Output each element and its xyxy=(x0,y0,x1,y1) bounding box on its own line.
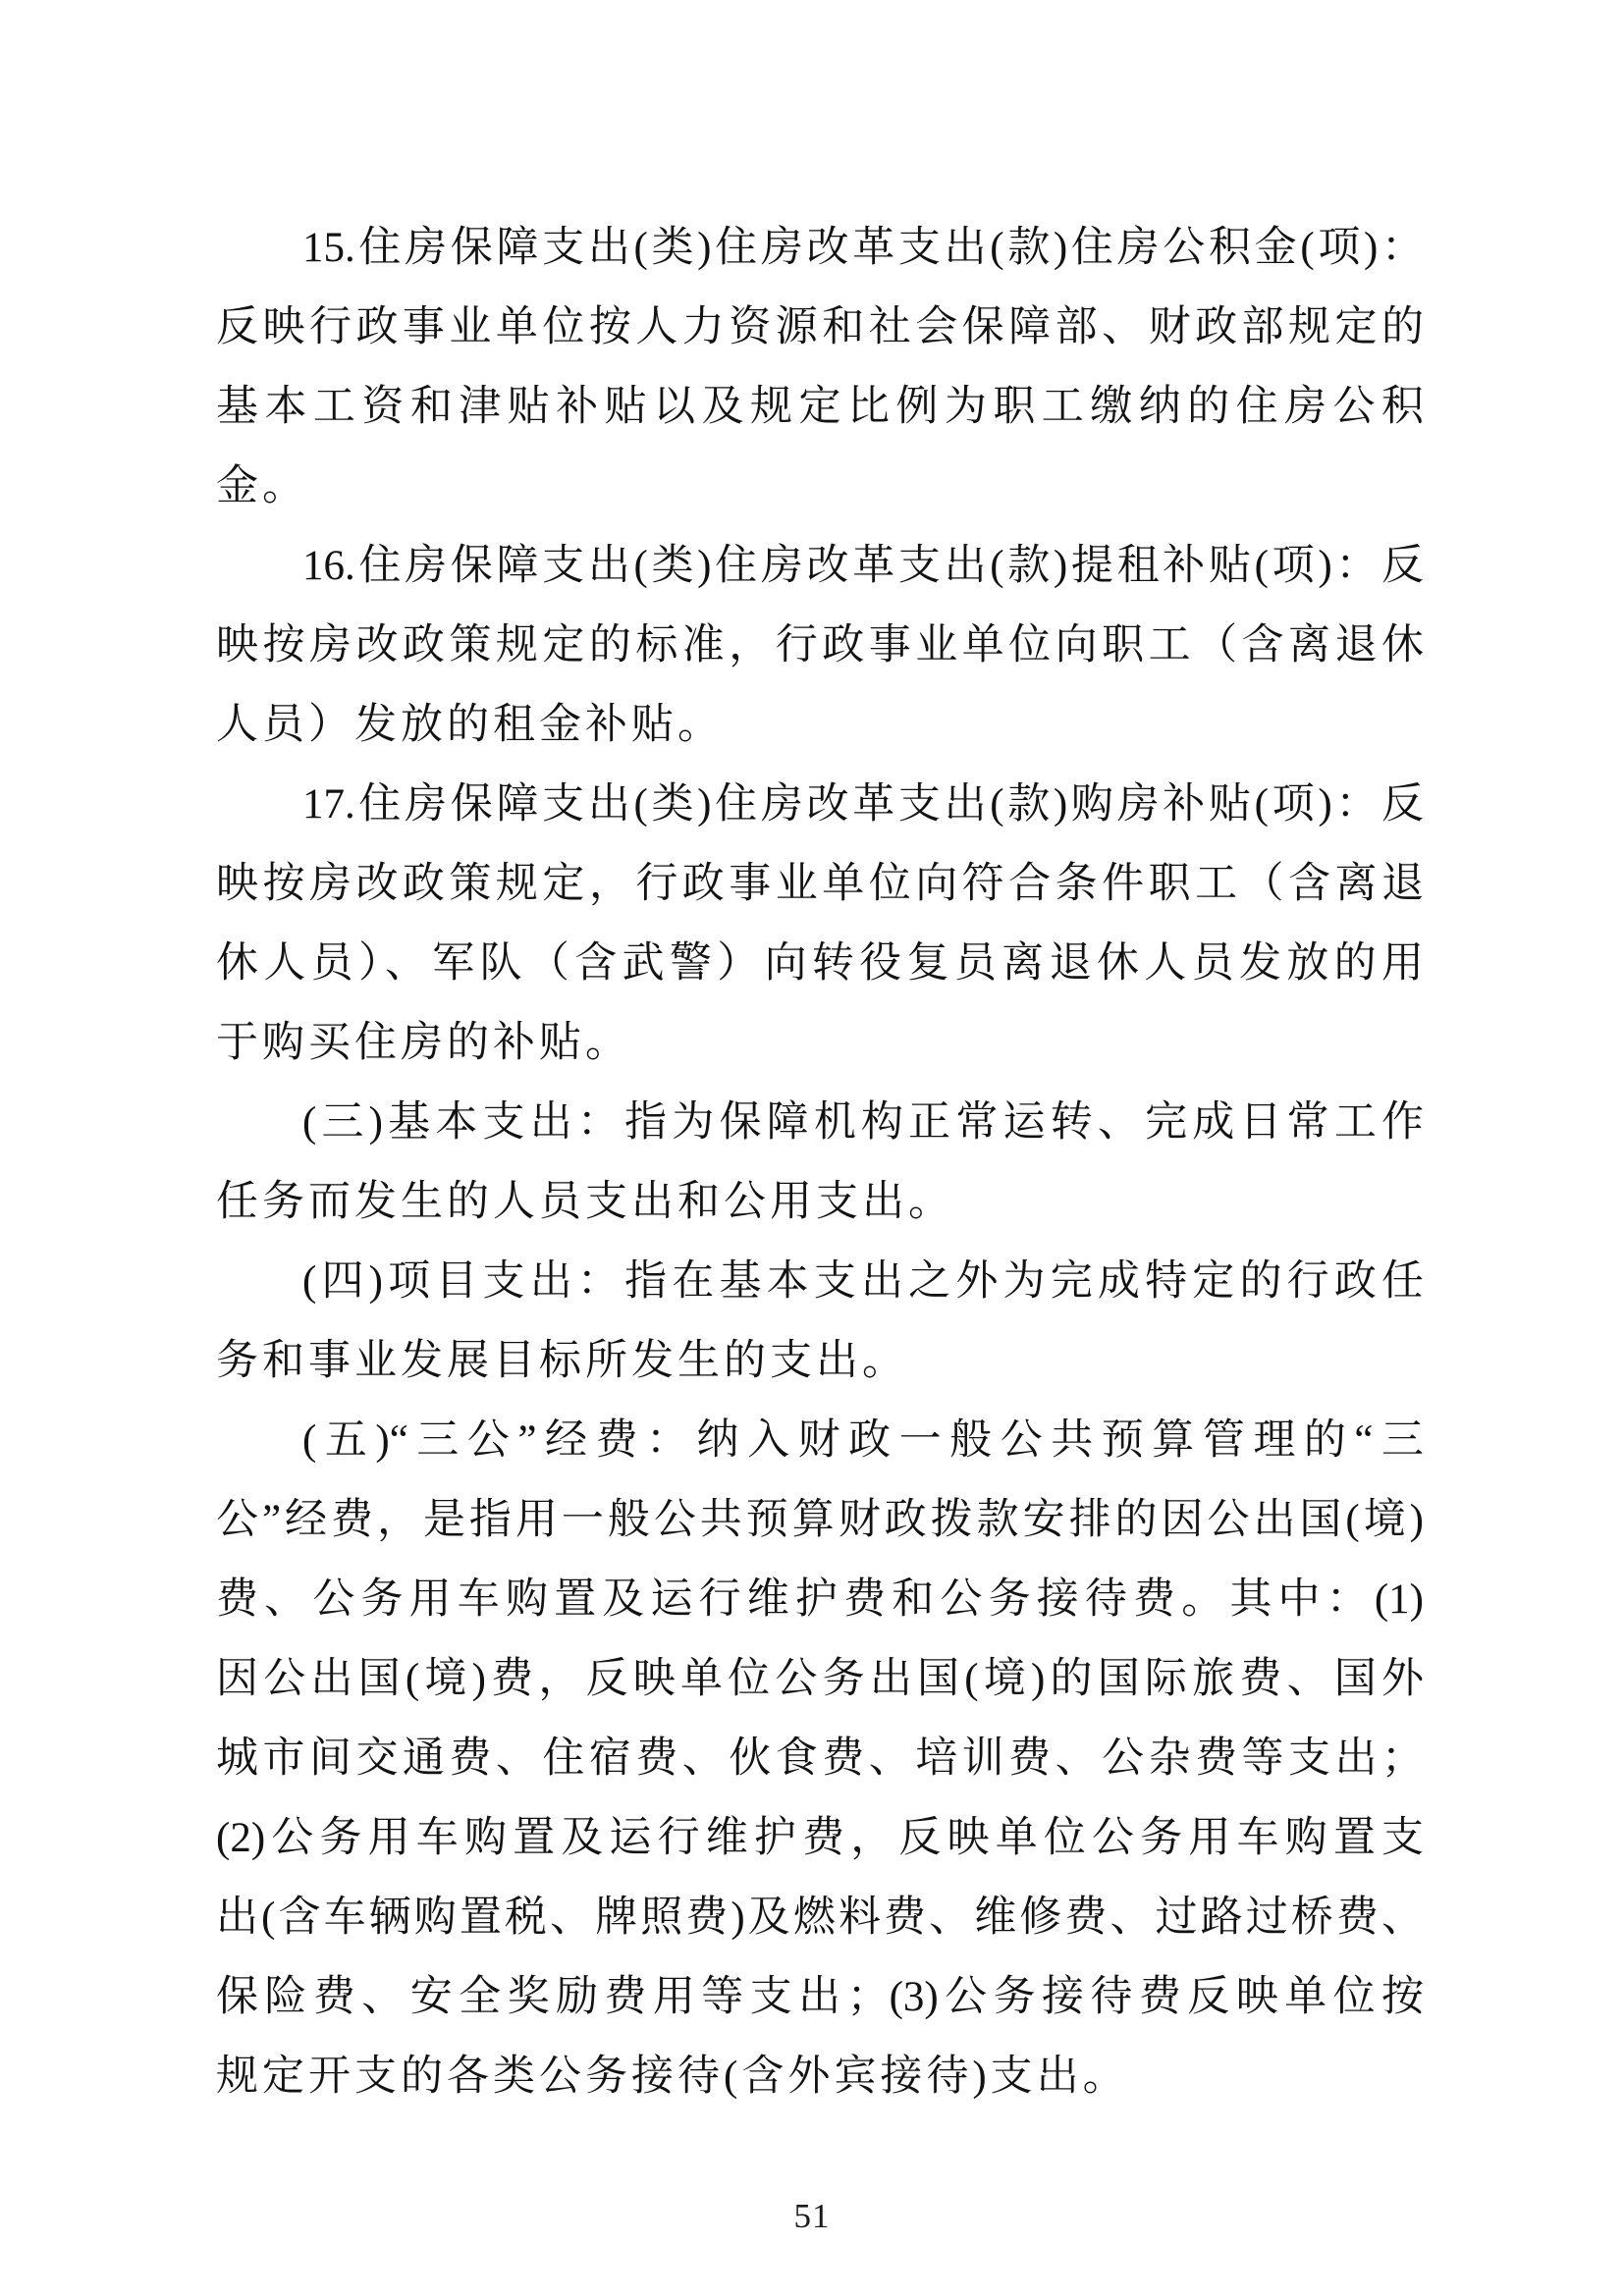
text-line-15: 务和事业发展目标所发生的支出。 xyxy=(216,1338,908,1384)
text-line-21: (2)公务用车购置及运行维护费，反映单位公务用车购置支 xyxy=(216,1815,1424,1861)
text-line-6: 映按房改政策规定的标准，行政事业单位向职工（含离退休 xyxy=(216,622,1424,668)
text-line-11: 于购买住房的补贴。 xyxy=(216,1020,631,1066)
text-line-19: 因公出国(境)费，反映单位公务出国(境)的国际旅费、国外 xyxy=(216,1656,1424,1702)
text-line-1: 15.住房保障支出(类)住房改革支出(款)住房公积金(项)： xyxy=(302,225,1424,271)
text-line-14: (四)项目支出：指在基本支出之外为完成特定的行政任 xyxy=(302,1258,1424,1305)
text-line-16: (五)“三公”经费：纳入财政一般公共预算管理的“三 xyxy=(302,1417,1424,1464)
text-line-5: 16.住房保障支出(类)住房改革支出(款)提租补贴(项)：反 xyxy=(302,543,1424,589)
text-line-18: 费、公务用车购置及运行维护费和公务接待费。其中：(1) xyxy=(216,1576,1424,1623)
page-footer xyxy=(0,2197,1624,2236)
text-line-9: 映按房改政策规定，行政事业单位向符合条件职工（含离退 xyxy=(216,861,1424,907)
text-line-10: 休人员）、军队（含武警）向转役复员离退休人员发放的用 xyxy=(216,940,1424,987)
text-line-12: (三)基本支出：指为保障机构正常运转、完成日常工作 xyxy=(302,1099,1424,1146)
text-line-2: 反映行政事业单位按人力资源和社会保障部、财政部规定的 xyxy=(216,304,1424,350)
text-line-17: 公”经费，是指用一般公共预算财政拨款安排的因公出国(境) xyxy=(216,1497,1424,1543)
text-line-20: 城市间交通费、住宿费、伙食费、培训费、公杂费等支出； xyxy=(216,1735,1424,1782)
text-line-4: 金。 xyxy=(216,463,308,509)
document-body-text xyxy=(216,208,1424,2116)
text-line-7: 人员）发放的租金补贴。 xyxy=(216,702,724,748)
text-line-22: 出(含车辆购置税、牌照费)及燃料费、维修费、过路过桥费、 xyxy=(216,1895,1424,1941)
page-number: 51 xyxy=(793,2197,831,2235)
text-line-13: 任务而发生的人员支出和公用支出。 xyxy=(216,1179,954,1225)
text-line-8: 17.住房保障支出(类)住房改革支出(款)购房补贴(项)：反 xyxy=(302,781,1424,828)
text-line-3: 基本工资和津贴补贴以及规定比例为职工缴纳的住房公积 xyxy=(216,384,1424,430)
text-line-24: 规定开支的各类公务接待(含外宾接待)支出。 xyxy=(216,2054,1129,2100)
text-line-23: 保险费、安全奖励费用等支出；(3)公务接待费反映单位按 xyxy=(216,1974,1424,2020)
